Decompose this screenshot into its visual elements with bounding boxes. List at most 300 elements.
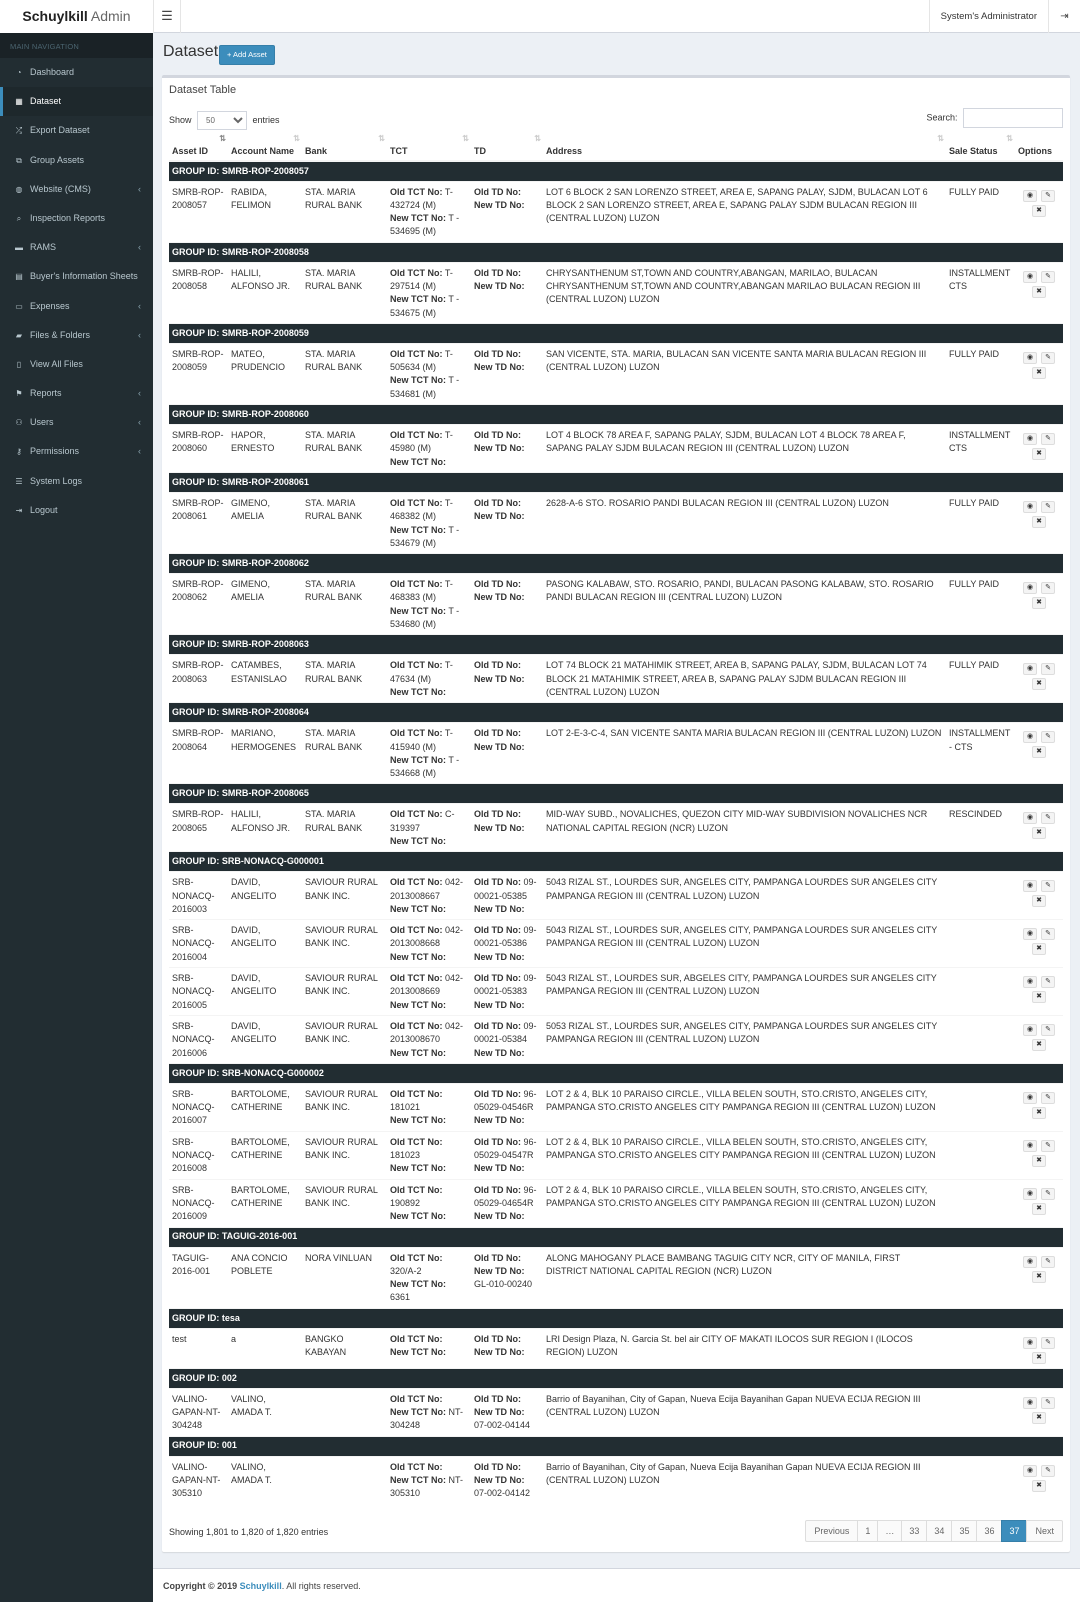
column-header-td[interactable]: TD ⇅ <box>471 130 543 161</box>
edit-icon[interactable]: ✎ <box>1041 1256 1055 1268</box>
new-td-label: New TD No: <box>474 673 525 684</box>
new-tct-value: T - 534675 (M) <box>390 294 460 318</box>
edit-icon[interactable]: ✎ <box>1041 731 1055 743</box>
edit-icon[interactable]: ✎ <box>1041 190 1055 202</box>
table-row <box>169 804 1063 852</box>
new-td-value: GL-010-00240 <box>474 1279 533 1290</box>
table-row <box>169 1388 1063 1436</box>
top-header <box>0 0 1080 33</box>
cell-td <box>471 425 543 473</box>
edit-icon[interactable]: ✎ <box>1041 1140 1055 1152</box>
cell-options <box>1015 804 1063 852</box>
table-row <box>169 1456 1063 1503</box>
cell-asset-id: SMRB-ROP-2008061 <box>169 492 228 553</box>
credit-card-icon: ▭ <box>15 301 23 311</box>
cell-account: MARIANO, HERMOGENES <box>228 723 302 784</box>
cell-tct <box>387 723 471 784</box>
entries-select[interactable] <box>197 111 247 130</box>
old-tct-value: T-415940 (M) <box>390 728 453 752</box>
sidebar-item-dataset[interactable] <box>0 87 153 116</box>
column-header-sale-status[interactable]: Sale Status ⇅ <box>946 130 1015 161</box>
group-title: GROUP ID: 002 <box>169 1368 1063 1388</box>
old-td-label: Old TD No: <box>474 973 521 984</box>
old-tct-label: Old TCT No: <box>390 1333 443 1344</box>
delete-icon[interactable]: ✖ <box>1032 1271 1046 1283</box>
cell-td <box>471 872 543 920</box>
group-title: GROUP ID: tesa <box>169 1308 1063 1328</box>
cell-account: MATEO, PRUDENCIO <box>228 343 302 404</box>
old-tct-label: Old TCT No: <box>390 973 443 984</box>
old-tct-label: Old TCT No: <box>390 1461 443 1472</box>
app-logo[interactable]: Schuylkill Admin <box>0 0 153 33</box>
view-eye-icon[interactable]: ◉ <box>1023 433 1037 445</box>
cell-address: Barrio of Bayanihan, City of Gapan, Nueva Ecija Bayanihan Gapan NUEVA ECIJA REGION III (CENTRAL LUZON) LUZON <box>543 1388 946 1436</box>
cell-options <box>1015 574 1063 635</box>
delete-icon[interactable]: ✖ <box>1032 895 1046 907</box>
delete-icon[interactable]: ✖ <box>1032 1039 1046 1051</box>
cell-tct <box>387 492 471 553</box>
view-eye-icon[interactable]: ◉ <box>1023 1337 1037 1349</box>
delete-icon[interactable]: ✖ <box>1032 516 1046 528</box>
new-tct-label: New TCT No: <box>390 1347 446 1358</box>
old-tct-label: Old TCT No: <box>390 925 443 936</box>
edit-icon[interactable]: ✎ <box>1041 663 1055 675</box>
new-tct-label: New TCT No: <box>390 903 446 914</box>
cell-sale-status <box>946 1179 1015 1227</box>
cell-td <box>471 723 543 784</box>
view-eye-icon[interactable]: ◉ <box>1023 880 1037 892</box>
cell-bank: SAVIOUR RURAL BANK INC. <box>302 968 387 1016</box>
old-td-value: 96-05029-04547R <box>474 1136 537 1161</box>
table-header-row <box>169 130 1063 161</box>
pagination-page-35[interactable]: 35 <box>951 1520 977 1542</box>
old-td-label: Old TD No: <box>474 1136 521 1147</box>
old-td-value: 09-00021-05386 <box>474 925 537 949</box>
new-tct-value: T - 534668 (M) <box>390 754 460 779</box>
cell-asset-id: SRB-NONACQ-2016005 <box>169 968 228 1016</box>
cell-sale-status <box>946 1083 1015 1131</box>
sidebar-item-logout[interactable] <box>0 496 153 525</box>
cell-sale-status: INSTALLMENT CTS <box>946 262 1015 323</box>
edit-icon[interactable]: ✎ <box>1041 1337 1055 1349</box>
cell-td <box>471 1131 543 1179</box>
view-eye-icon[interactable]: ◉ <box>1023 731 1037 743</box>
cell-sale-status <box>946 872 1015 920</box>
chevron-left-icon: ‹ <box>138 329 141 340</box>
sidebar-item-label: Users <box>30 417 54 428</box>
old-td-label: Old TD No: <box>474 877 521 888</box>
sidebar-item-dashboard[interactable] <box>0 58 153 87</box>
new-td-label: New TD No: <box>474 822 525 833</box>
cell-bank: SAVIOUR RURAL BANK INC. <box>302 1015 387 1063</box>
view-eye-icon[interactable]: ◉ <box>1023 582 1037 594</box>
new-tct-label: New TCT No: <box>390 951 446 962</box>
cell-options <box>1015 1015 1063 1063</box>
table-row <box>169 343 1063 404</box>
group-row <box>169 1368 1063 1388</box>
page-title: Dataset <box>163 43 219 60</box>
old-tct-label: Old TCT No: <box>390 579 443 590</box>
cell-options <box>1015 262 1063 323</box>
view-eye-icon[interactable]: ◉ <box>1023 501 1037 513</box>
cell-address: 5053 RIZAL ST., LOURDES SUR, ANGELES CITY, PAMPANGA LOURDES SUR ANGELES CITY PAMPANGA REGION III (CENTRAL LUZON) LUZON <box>543 1015 946 1063</box>
cell-sale-status: RESCINDED <box>946 804 1015 852</box>
delete-icon[interactable]: ✖ <box>1032 1155 1046 1167</box>
sidebar-item-label: Expenses <box>30 300 70 311</box>
cell-address: 2628-A-6 STO. ROSARIO PANDI BULACAN REGION III (CENTRAL LUZON) LUZON <box>543 492 946 553</box>
delete-icon[interactable]: ✖ <box>1032 746 1046 758</box>
sidebar-item-system-logs[interactable] <box>0 467 153 496</box>
old-td-label: Old TD No: <box>474 1393 521 1404</box>
cell-account: HALILI, ALFONSO JR. <box>228 262 302 323</box>
pagination-page-34[interactable]: 34 <box>926 1520 952 1542</box>
group-row <box>169 161 1063 181</box>
pagination-page-1[interactable]: 1 <box>857 1520 878 1542</box>
new-td-label: New TD No: <box>474 280 525 291</box>
table-row <box>169 1131 1063 1179</box>
old-td-label: Old TD No: <box>474 1184 521 1195</box>
edit-icon[interactable]: ✎ <box>1041 1092 1055 1104</box>
edit-icon[interactable]: ✎ <box>1041 582 1055 594</box>
old-td-label: Old TD No: <box>474 186 521 197</box>
new-td-value: 07-002-04144 <box>474 1420 531 1431</box>
old-tct-label: Old TCT No: <box>390 348 443 359</box>
view-eye-icon[interactable]: ◉ <box>1023 1465 1037 1477</box>
group-title: GROUP ID: SRB-NONACQ-G000001 <box>169 852 1063 872</box>
cell-address: 5043 RIZAL ST., LOURDES SUR, ANGELES CITY, PAMPANGA LOURDES SUR ANGELES CITY PAMPANGA REGION III (CENTRAL LUZON) LUZON <box>543 872 946 920</box>
cell-tct <box>387 1456 471 1503</box>
pagination-page-36[interactable]: 36 <box>976 1520 1002 1542</box>
user-menu[interactable]: System's Administrator <box>929 0 1048 33</box>
cell-account: HALILI, ALFONSO JR. <box>228 804 302 852</box>
cell-asset-id: SRB-NONACQ-2016004 <box>169 920 228 968</box>
delete-icon[interactable]: ✖ <box>1032 286 1046 298</box>
delete-icon[interactable]: ✖ <box>1032 1203 1046 1215</box>
sidebar-toggle-icon[interactable]: ☰ <box>153 0 181 33</box>
cell-tct <box>387 804 471 852</box>
group-title: GROUP ID: SMRB-ROP-2008057 <box>169 161 1063 181</box>
new-tct-label: New TCT No: <box>390 1211 446 1222</box>
sidebar-item-inspection-reports[interactable] <box>0 204 153 233</box>
edit-icon[interactable]: ✎ <box>1041 1397 1055 1409</box>
add-asset-button[interactable]: + Add Asset <box>219 45 275 65</box>
old-tct-label: Old TCT No: <box>390 877 443 888</box>
cell-tct <box>387 920 471 968</box>
old-tct-label: Old TCT No: <box>390 1393 443 1404</box>
delete-icon[interactable]: ✖ <box>1032 448 1046 460</box>
cell-td <box>471 1179 543 1227</box>
group-title: GROUP ID: SRB-NONACQ-G000002 <box>169 1063 1063 1083</box>
pagination-next[interactable]: Next <box>1026 1520 1063 1542</box>
cell-options <box>1015 1388 1063 1436</box>
folder-icon: ▰ <box>15 330 23 340</box>
cell-address: LOT 4 BLOCK 78 AREA F, SAPANG PALAY, SJDM, BULACAN LOT 4 BLOCK 78 AREA F, SAPANG PALAY SJDM BULACAN REGION III (CENTRAL LUZON) LUZON <box>543 425 946 473</box>
cell-options <box>1015 872 1063 920</box>
cell-address: LOT 2 & 4, BLK 10 PARAISO CIRCLE., VILLA BELEN SOUTH, STO.CRISTO, ANGELES CITY, PAMPANGA STO.CRISTO ANGELES CITY PAMPANGA REGION III (CENTRAL LUZON) LUZON <box>543 1083 946 1131</box>
delete-icon[interactable]: ✖ <box>1032 1352 1046 1364</box>
old-tct-label: Old TCT No: <box>390 809 443 820</box>
cell-td <box>471 181 543 242</box>
object-group-icon: ⧉ <box>16 155 22 165</box>
cell-options <box>1015 1131 1063 1179</box>
table-row <box>169 1247 1063 1308</box>
table-row <box>169 723 1063 784</box>
sidebar-item-label: Permissions <box>30 446 80 457</box>
column-header-asset-id[interactable]: Asset ID ⇅ <box>169 130 228 161</box>
cell-address: LOT 74 BLOCK 21 MATAHIMIK STREET, AREA B, SAPANG PALAY, SJDM, BULACAN LOT 74 BLOCK 21 MATAHIMIK STREET, AREA B, SAPANG PALAY SJDM BULACAN REGION III (CENTRAL LUZON) LUZON <box>543 655 946 703</box>
column-header-account-name[interactable]: Account Name ⇅ <box>228 130 302 161</box>
main-content <box>153 33 1080 1568</box>
group-row <box>169 703 1063 723</box>
new-tct-label: New TCT No: <box>390 1279 446 1290</box>
cell-options <box>1015 343 1063 404</box>
old-tct-label: Old TCT No: <box>390 1252 443 1263</box>
new-tct-label: New TCT No: <box>390 999 446 1010</box>
pagination-page-33[interactable]: 33 <box>901 1520 927 1542</box>
sidebar-item-buyer-s-information-sheets[interactable] <box>0 262 153 291</box>
sidebar-item-label: Reports <box>30 388 62 399</box>
table-row <box>169 181 1063 242</box>
new-td-value: 07-002-04142 <box>474 1488 531 1499</box>
old-tct-label: Old TCT No: <box>390 267 443 278</box>
cell-sale-status <box>946 1015 1015 1063</box>
sidebar-item-export-dataset[interactable] <box>0 116 153 145</box>
view-eye-icon[interactable]: ◉ <box>1023 352 1037 364</box>
table-row <box>169 920 1063 968</box>
new-td-label: New TD No: <box>474 362 525 373</box>
group-row <box>169 784 1063 804</box>
cell-td <box>471 1328 543 1368</box>
edit-icon[interactable]: ✎ <box>1041 1024 1055 1036</box>
cell-asset-id: SMRB-ROP-2008063 <box>169 655 228 703</box>
group-title: GROUP ID: SMRB-ROP-2008061 <box>169 472 1063 492</box>
new-tct-value: NT-304248 <box>390 1407 464 1431</box>
delete-icon[interactable]: ✖ <box>1032 597 1046 609</box>
old-td-value: 09-00021-05383 <box>474 973 537 997</box>
old-td-label: Old TD No: <box>474 579 521 590</box>
view-eye-icon[interactable]: ◉ <box>1023 1140 1037 1152</box>
delete-icon[interactable]: ✖ <box>1032 827 1046 839</box>
sort-icon: ⇅ <box>462 134 467 143</box>
view-eye-icon[interactable]: ◉ <box>1023 812 1037 824</box>
table-row <box>169 574 1063 635</box>
delete-icon[interactable]: ✖ <box>1032 1107 1046 1119</box>
column-header-address[interactable]: Address ⇅ <box>543 130 946 161</box>
sort-icon: ⇅ <box>293 134 298 143</box>
table-row <box>169 1015 1063 1063</box>
cell-address: ALONG MAHOGANY PLACE BAMBANG TAGUIG CITY NCR, CITY OF MANILA, FIRST DISTRICT NATIONAL CAPITAL REGION (NCR) LUZON <box>543 1247 946 1308</box>
cell-account: DAVID, ANGELITO <box>228 1015 302 1063</box>
table-row <box>169 1328 1063 1368</box>
view-eye-icon[interactable]: ◉ <box>1023 271 1037 283</box>
cell-bank: NORA VINLUAN <box>302 1247 387 1308</box>
cell-sale-status: FULLY PAID <box>946 574 1015 635</box>
sort-icon: ⇅ <box>534 134 539 143</box>
cell-address: SAN VICENTE, STA. MARIA, BULACAN SAN VICENTE SANTA MARIA BULACAN REGION III (CENTRAL LUZON) LUZON <box>543 343 946 404</box>
sidebar-item-expenses[interactable] <box>0 292 153 321</box>
old-tct-value: 042-2013008668 <box>390 925 464 949</box>
group-row <box>169 472 1063 492</box>
show-label: Show <box>169 114 192 125</box>
old-tct-label: Old TCT No: <box>390 1088 443 1099</box>
cell-tct <box>387 181 471 242</box>
group-row <box>169 554 1063 574</box>
sidebar-item-files-folders[interactable] <box>0 321 153 350</box>
table-row <box>169 425 1063 473</box>
cell-bank: STA. MARIA RURAL BANK <box>302 723 387 784</box>
cell-td <box>471 343 543 404</box>
cell-asset-id: test <box>169 1328 228 1368</box>
cell-tct <box>387 655 471 703</box>
cell-asset-id: SRB-NONACQ-2016008 <box>169 1131 228 1179</box>
cell-address: 5043 RIZAL ST., LOURDES SUR, ABGELES CITY, PAMPANGA LOURDES SUR ANGELES CITY PAMPANGA REGION III (CENTRAL LUZON) LUZON <box>543 968 946 1016</box>
sort-icon: ⇅ <box>1006 134 1011 143</box>
old-tct-value: 190892 <box>390 1197 421 1208</box>
cell-address: PASONG KALABAW, STO. ROSARIO, PANDI, BULACAN PASONG KALABAW, STO. ROSARIO PANDI BULACAN REGION III (CENTRAL LUZON) LUZON <box>543 574 946 635</box>
list-icon: ☰ <box>15 476 23 486</box>
cell-sale-status: FULLY PAID <box>946 343 1015 404</box>
cell-td <box>471 1247 543 1308</box>
edit-icon[interactable]: ✎ <box>1041 1465 1055 1477</box>
sidebar-item-website-cms[interactable] <box>0 175 153 204</box>
new-tct-label: New TCT No: <box>390 1115 446 1126</box>
view-eye-icon[interactable]: ◉ <box>1023 1188 1037 1200</box>
delete-icon[interactable]: ✖ <box>1032 991 1046 1003</box>
new-td-label: New TD No: <box>474 999 525 1010</box>
cell-account: GIMENO, AMELIA <box>228 492 302 553</box>
cell-options <box>1015 425 1063 473</box>
old-td-label: Old TD No: <box>474 1252 521 1263</box>
group-title: GROUP ID: SMRB-ROP-2008062 <box>169 554 1063 574</box>
column-header-tct[interactable]: TCT ⇅ <box>387 130 471 161</box>
edit-icon[interactable]: ✎ <box>1041 501 1055 513</box>
box-title: Dataset Table <box>169 84 237 96</box>
delete-icon[interactable]: ✖ <box>1032 943 1046 955</box>
group-row <box>169 635 1063 655</box>
new-tct-value: T - 534679 (M) <box>390 524 460 548</box>
view-eye-icon[interactable]: ◉ <box>1023 928 1037 940</box>
cell-bank: STA. MARIA RURAL BANK <box>302 262 387 323</box>
old-td-label: Old TD No: <box>474 1020 521 1031</box>
edit-icon[interactable]: ✎ <box>1041 1188 1055 1200</box>
cell-asset-id: TAGUIG-2016-001 <box>169 1247 228 1308</box>
delete-icon[interactable]: ✖ <box>1032 1480 1046 1492</box>
footer-brand-link[interactable]: Schuylkill <box>239 1581 282 1591</box>
chevron-left-icon: ‹ <box>138 417 141 428</box>
sidebar-item-label: Logout <box>30 504 58 515</box>
view-eye-icon[interactable]: ◉ <box>1023 1024 1037 1036</box>
old-tct-label: Old TCT No: <box>390 497 443 508</box>
sidebar-item-rams[interactable] <box>0 233 153 262</box>
delete-icon[interactable]: ✖ <box>1032 367 1046 379</box>
group-row <box>169 1063 1063 1083</box>
edit-icon[interactable]: ✎ <box>1041 433 1055 445</box>
sidebar-item-group-assets[interactable] <box>0 146 153 175</box>
delete-icon[interactable]: ✖ <box>1032 1412 1046 1424</box>
old-td-label: Old TD No: <box>474 430 521 441</box>
edit-icon[interactable]: ✎ <box>1041 976 1055 988</box>
dataset-table-box <box>162 75 1070 1552</box>
cell-address: MID-WAY SUBD., NOVALICHES, QUEZON CITY MID-WAY SUBDIVISION NOVALICHES NCR NATIONAL CAPITAL REGION (NCR) LUZON <box>543 804 946 852</box>
column-header-bank[interactable]: Bank ⇅ <box>302 130 387 161</box>
view-eye-icon[interactable]: ◉ <box>1023 190 1037 202</box>
pagination-previous[interactable]: Previous <box>805 1520 858 1542</box>
sidebar-item-view-all-files[interactable] <box>0 350 153 379</box>
new-td-label: New TD No: <box>474 199 525 210</box>
cell-sale-status: FULLY PAID <box>946 655 1015 703</box>
sidebar-item-label: View All Files <box>30 358 83 369</box>
new-tct-value: T - 534695 (M) <box>390 213 460 237</box>
sidebar-item-permissions[interactable] <box>0 437 153 466</box>
cell-bank: STA. MARIA RURAL BANK <box>302 492 387 553</box>
cell-account: a <box>228 1328 302 1368</box>
search-input[interactable] <box>963 108 1063 128</box>
cell-bank: STA. MARIA RURAL BANK <box>302 181 387 242</box>
pagination-page-37[interactable]: 37 <box>1001 1520 1027 1542</box>
view-eye-icon[interactable]: ◉ <box>1023 1256 1037 1268</box>
new-tct-label: New TCT No: <box>390 213 446 224</box>
cell-options <box>1015 1328 1063 1368</box>
old-td-label: Old TD No: <box>474 925 521 936</box>
cell-tct <box>387 262 471 323</box>
old-tct-value: C-319397 <box>390 809 455 833</box>
globe-icon: ◍ <box>15 184 23 194</box>
cell-asset-id: SMRB-ROP-2008059 <box>169 343 228 404</box>
view-eye-icon[interactable]: ◉ <box>1023 663 1037 675</box>
cell-bank: STA. MARIA RURAL BANK <box>302 574 387 635</box>
cell-sale-status: INSTALLMENT CTS <box>946 425 1015 473</box>
sidebar-item-users[interactable] <box>0 408 153 437</box>
new-tct-label: New TCT No: <box>390 456 446 467</box>
edit-icon[interactable]: ✎ <box>1041 812 1055 824</box>
cell-td <box>471 262 543 323</box>
dashboard-icon: ◔ <box>16 68 22 77</box>
new-tct-label: New TCT No: <box>390 1163 446 1174</box>
chevron-left-icon: ‹ <box>138 300 141 311</box>
new-tct-value: T - 534680 (M) <box>390 605 460 630</box>
chevron-left-icon: ‹ <box>138 242 141 253</box>
cell-account: BARTOLOME, CATHERINE <box>228 1131 302 1179</box>
sidebar-item-label: Files & Folders <box>30 329 91 340</box>
cell-td <box>471 492 543 553</box>
table-row <box>169 492 1063 553</box>
sidebar-item-reports[interactable] <box>0 379 153 408</box>
random-icon: ⤮ <box>15 126 23 136</box>
delete-icon[interactable]: ✖ <box>1032 678 1046 690</box>
cell-sale-status: FULLY PAID <box>946 181 1015 242</box>
cell-address: LRI Design Plaza, N. Garcia St. bel air CITY OF MAKATI ILOCOS SUR REGION I (ILOCOS REGION) LUZON <box>543 1328 946 1368</box>
view-eye-icon[interactable]: ◉ <box>1023 976 1037 988</box>
cell-account: VALINO, AMADA T. <box>228 1456 302 1503</box>
delete-icon[interactable]: ✖ <box>1032 205 1046 217</box>
view-eye-icon[interactable]: ◉ <box>1023 1397 1037 1409</box>
book-icon: ▬ <box>15 243 23 253</box>
cell-bank: STA. MARIA RURAL BANK <box>302 425 387 473</box>
cell-account: HAPOR, ERNESTO <box>228 425 302 473</box>
edit-icon[interactable]: ✎ <box>1041 928 1055 940</box>
new-tct-label: New TCT No: <box>390 375 446 386</box>
sign-out-icon[interactable]: ⇥ <box>1048 0 1080 33</box>
old-td-value: 09-00021-05384 <box>474 1020 537 1045</box>
edit-icon[interactable]: ✎ <box>1041 352 1055 364</box>
cell-asset-id: VALINO-GAPAN-NT-304248 <box>169 1388 228 1436</box>
cell-sale-status <box>946 1456 1015 1503</box>
edit-icon[interactable]: ✎ <box>1041 880 1055 892</box>
cell-options <box>1015 1083 1063 1131</box>
view-eye-icon[interactable]: ◉ <box>1023 1092 1037 1104</box>
group-row <box>169 242 1063 262</box>
edit-icon[interactable]: ✎ <box>1041 271 1055 283</box>
